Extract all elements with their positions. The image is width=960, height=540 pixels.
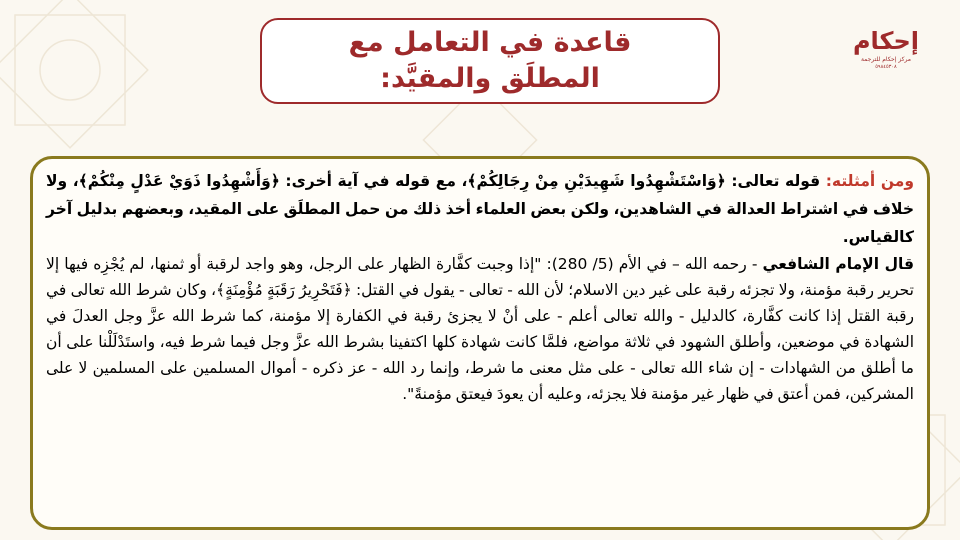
title-line-2: المطلَق والمقيَّد: xyxy=(380,63,600,94)
logo xyxy=(846,26,926,96)
shafii-label: قال الإمام الشافعي xyxy=(762,255,915,273)
title-box xyxy=(260,18,720,104)
paragraph-examples xyxy=(46,167,914,251)
shafii-text: - رحمه الله – في الأم (5/ 280): "إذا وجبت كفَّارة الظهار على الرجل، وهو واجد لرقبة أو ثمنها، لم يُجْزِه فيها إلا تحرير رقبة مؤمنة، ولا تجزئه رقبة على غير دين الاسلام؛ لأن الله - تعالى - يقول في القتل: ﴿فَتَحْرِيرُ رَقَبَةٍ مُؤْمِنَةٍ﴾، وكان شرط الله تعالى في رقبة القتل إذا كانت كفَّارة، كالدليل - والله تعالى أعلم - على أنْ لا يجزئ رقبة في الكفارة إلا مؤمنة، كما شرط الله عزَّ وجل العدلَ في الشهادة في موضعين، وأطلق الشهود في ثلاثة مواضع، فلمَّا كانت شهادة كلها اكتفينا بشرط الله عزَّ وجل فيما شرط فيه، واستَدْلَلْنا على أن ما أطلق من الشهادات - إن شاء الله تعالى - على مثل معنى ما شرط، وإنما رد الله - عز ذكره - أموال المسلمين على المسلمين لا على المشركين، فمن أعتق في ظهار غير مؤمنة فلا يجزئه، وعليه أن يعودَ فيعتق مؤمنةً". xyxy=(46,255,914,403)
paragraph-shafii-quote xyxy=(46,251,914,407)
content-box xyxy=(30,156,930,530)
logo-number: ٥٩٨٤٥٣٠٨ xyxy=(875,64,897,70)
examples-text: قوله تعالى: ﴿وَاسْتَشْهِدُوا شَهِيدَيْنِ مِنْ رِجَالِكُمْ﴾، مع قوله في آية أخرى: ﴿وَأَشْهِدُوا ذَوَيْ عَدْلٍ مِنْكُمْ﴾، ولا خلاف في اشتراط العدالة في الشاهدين، ولكن بعض العلماء أخذ ذلك من حمل المطلَق على المقيد، وبعضهم بدليل آخر كالقياس. xyxy=(46,172,914,246)
title-line-1: قاعدة في التعامل مع xyxy=(348,27,632,58)
examples-label: ومن أمثلته: xyxy=(825,172,914,190)
logo-subtitle: مركز إحكام للترجمة xyxy=(860,56,912,63)
logo-wordmark: إحكام xyxy=(852,27,920,55)
